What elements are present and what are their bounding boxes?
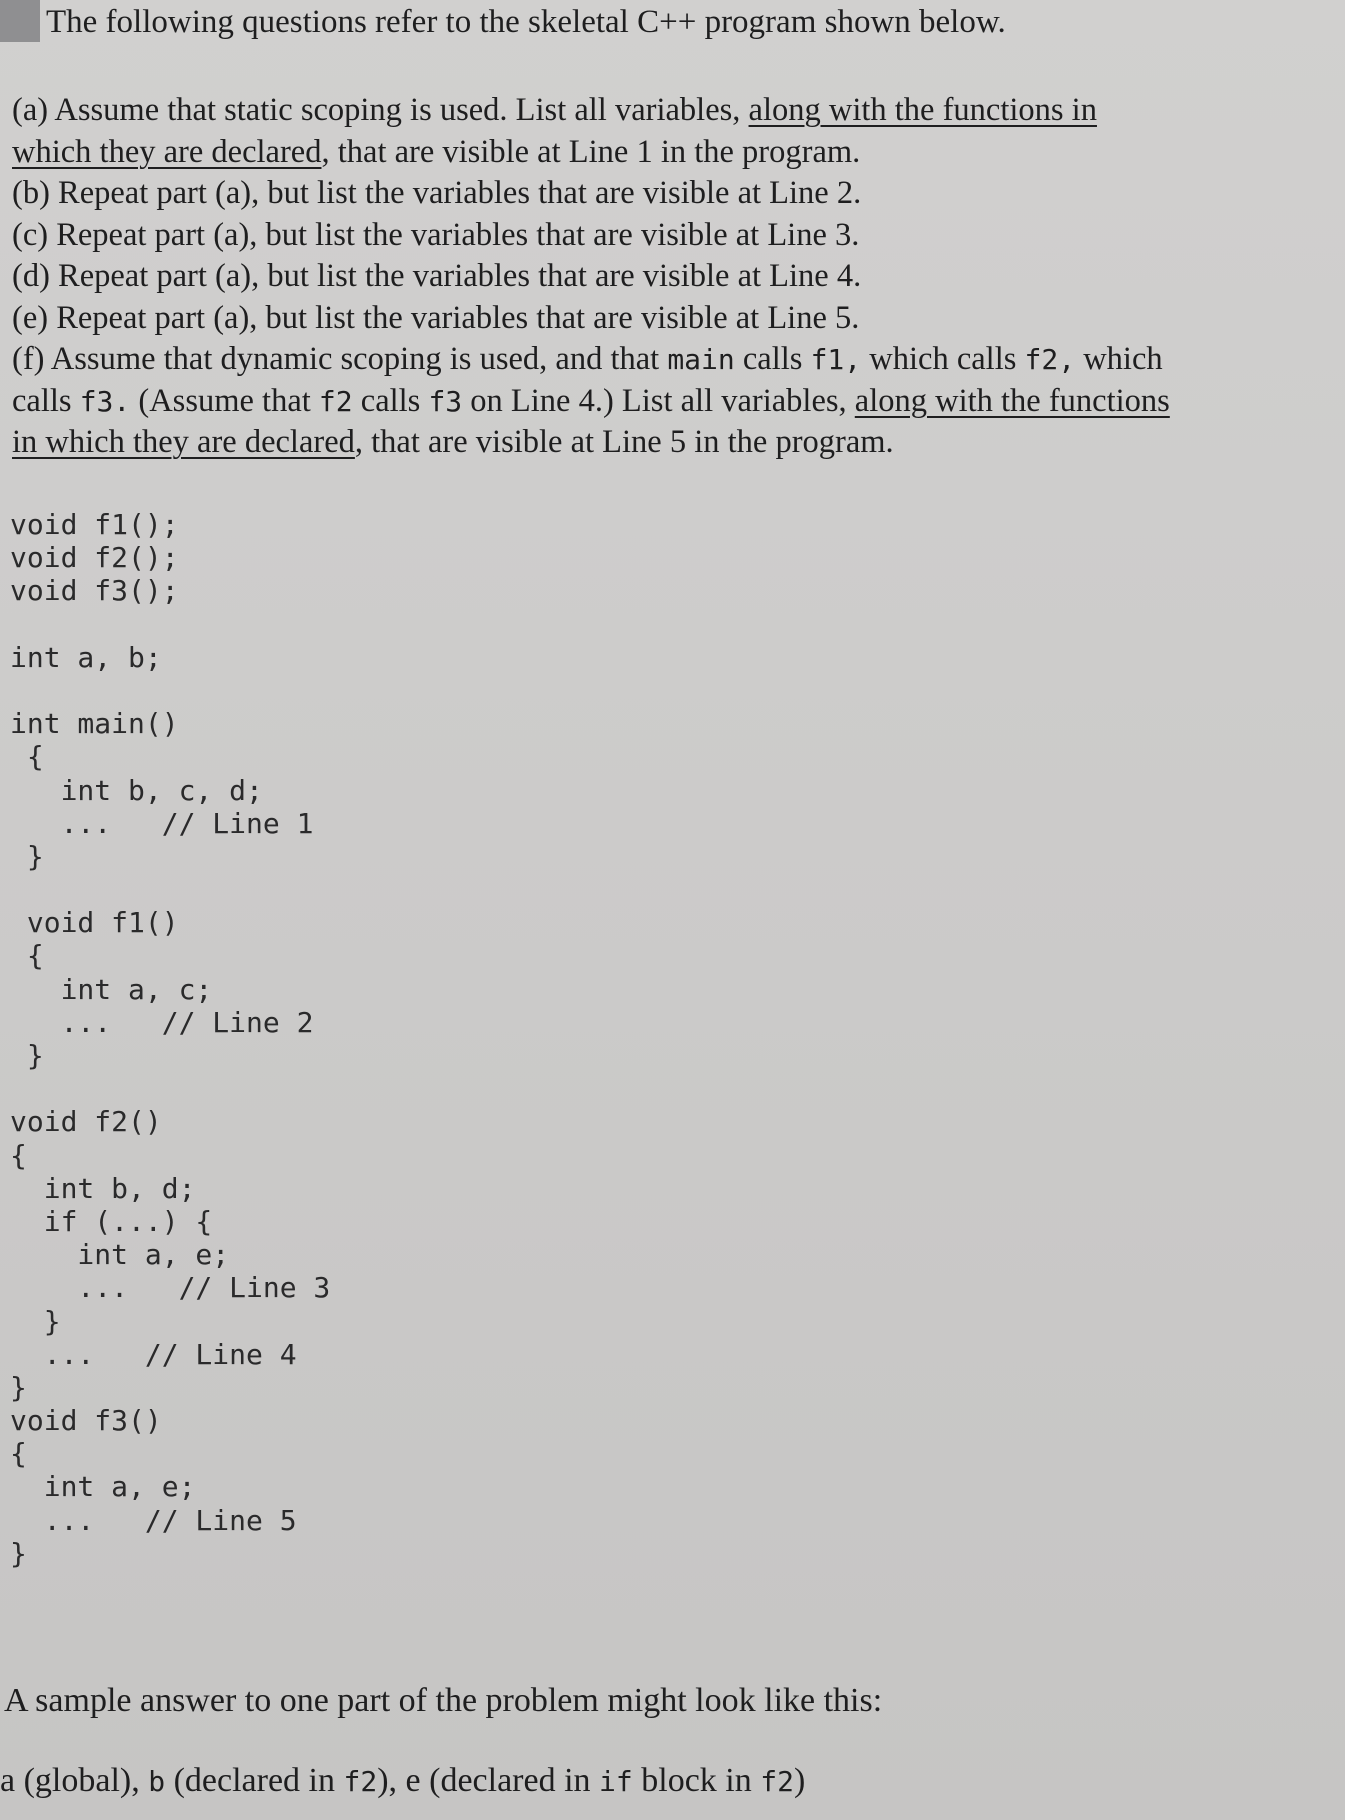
sample-answer	[0, 1762, 805, 1800]
question-a-text-end: , that are visible at Line 1 in the program.	[321, 133, 861, 170]
question-a-underline-2: which they are declared	[12, 133, 322, 170]
code-f2: f2	[760, 1765, 794, 1798]
question-f-line-3	[12, 422, 1337, 464]
code-f3: f3.	[79, 384, 131, 418]
sample-text: a (global),	[0, 1762, 149, 1799]
question-f-line-2	[12, 381, 1337, 423]
intro-heading: The following questions refer to the skeletal C++ program shown below.	[46, 4, 1006, 40]
code-main: main	[667, 343, 735, 376]
question-a-line-2	[12, 132, 1337, 174]
question-f-text: which	[1075, 341, 1163, 377]
code-line: int a, c;	[10, 972, 213, 1006]
question-f-text: (f) Assume that dynamic scoping is used, and that	[12, 341, 668, 377]
code-line: ... // Line 5	[10, 1503, 297, 1537]
code-line: int b, c, d;	[10, 773, 263, 807]
question-f-text: (Assume that	[130, 382, 319, 419]
code-line: int main()	[10, 707, 179, 741]
question-f-text: which calls	[861, 341, 1025, 377]
code-line: {	[10, 740, 44, 774]
code-f2: f2	[343, 1765, 378, 1798]
code-line: void f2();	[10, 541, 179, 575]
code-line: void f3();	[10, 574, 179, 608]
code-line: int a, b;	[10, 640, 162, 674]
code-line	[10, 608, 330, 641]
code-line	[10, 674, 330, 707]
code-line: int a, e;	[10, 1470, 196, 1504]
code-line: {	[10, 939, 44, 973]
code-line: }	[10, 1370, 27, 1404]
code-line: ... // Line 4	[10, 1337, 297, 1371]
question-a-underline-1: along with the functions in	[748, 92, 1097, 128]
question-f-line-1	[12, 339, 1337, 381]
code-line: void f1()	[10, 906, 179, 940]
question-f-underline-2: in which they are declared	[12, 424, 355, 460]
code-line: }	[10, 1039, 44, 1072]
code-if: if	[599, 1765, 633, 1798]
code-line: void f1();	[10, 508, 179, 541]
code-f2: f2	[318, 384, 353, 418]
question-f-text-end: , that are visible at Line 5 in the program.	[354, 424, 894, 460]
code-listing	[10, 508, 330, 1570]
code-line: {	[10, 1138, 27, 1172]
code-line: ... // Line 2	[10, 1005, 314, 1039]
code-line: if (...) {	[10, 1204, 213, 1238]
code-line: ... // Line 1	[10, 806, 314, 840]
question-a-text: (a) Assume that static scoping is used. List all variables,	[12, 92, 749, 128]
code-line: int b, d;	[10, 1171, 196, 1205]
code-line: }	[10, 839, 44, 873]
code-line	[10, 1072, 330, 1105]
question-f-text: on Line 4.) List all variables,	[462, 382, 855, 419]
sample-text: )	[793, 1762, 806, 1799]
code-line: void f3()	[10, 1404, 162, 1438]
sample-text: (declared in	[165, 1762, 344, 1799]
code-f2: f2,	[1024, 343, 1076, 376]
question-f-text: calls	[352, 382, 429, 419]
question-f-underline-1: along with the functions	[854, 382, 1170, 419]
question-e: (e) Repeat part (a), but list the variables that are visible at Line 5.	[12, 299, 860, 336]
code-f1: f1,	[810, 343, 862, 376]
question-a-line-1	[12, 90, 1337, 132]
code-line: ... // Line 3	[10, 1271, 331, 1305]
code-line: {	[10, 1437, 27, 1471]
code-line: }	[10, 1304, 61, 1338]
question-b: (b) Repeat part (a), but list the variables that are visible at Line 2.	[12, 175, 862, 211]
corner-marker	[0, 0, 40, 42]
sample-text: block in	[632, 1762, 761, 1799]
question-d: (d) Repeat part (a), but list the variables that are visible at Line 4.	[12, 258, 862, 294]
code-f3: f3	[428, 384, 463, 418]
question-f-text: calls	[12, 382, 80, 419]
question-list	[12, 90, 1337, 464]
question-c: (c) Repeat part (a), but list the variables that are visible at Line 3.	[12, 216, 860, 253]
code-line	[10, 873, 330, 906]
sample-text: ), e (declared in	[377, 1762, 600, 1799]
code-line: int a, e;	[10, 1238, 230, 1272]
code-b: b	[148, 1765, 166, 1798]
sample-answer-intro: A sample answer to one part of the problem might look like this:	[4, 1682, 883, 1719]
question-f-text: calls	[734, 341, 811, 377]
code-line: }	[10, 1536, 27, 1570]
code-line: void f2()	[10, 1105, 162, 1139]
